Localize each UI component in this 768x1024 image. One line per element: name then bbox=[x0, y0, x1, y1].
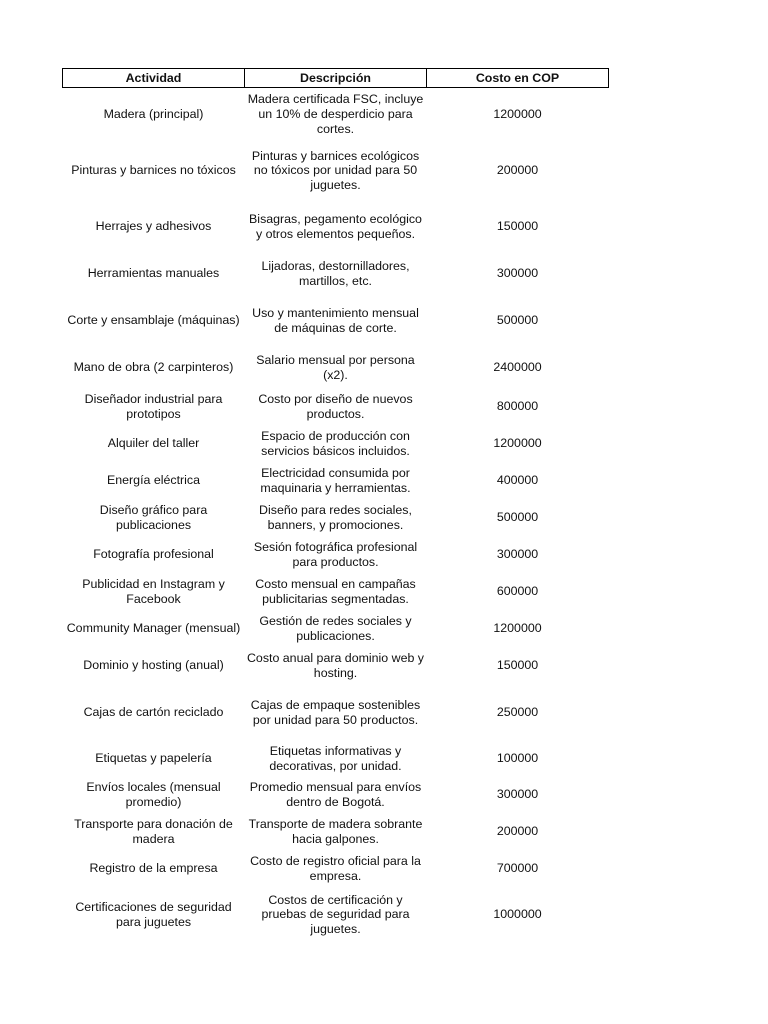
cell-costo: 300000 bbox=[496, 787, 539, 802]
cell-descripcion: Etiquetas informativas y decorativas, por unidad. bbox=[269, 743, 402, 773]
table-row bbox=[63, 741, 609, 777]
cell-actividad: Alquiler del taller bbox=[107, 436, 200, 451]
cell-descripcion: Pinturas y barnices ecológicos no tóxicos por unidad para 50 juguetes. bbox=[251, 148, 420, 192]
cell-costo: 1200000 bbox=[493, 436, 542, 451]
cell-actividad: Herramientas manuales bbox=[87, 266, 220, 281]
cell-costo: 600000 bbox=[496, 584, 539, 599]
cell-actividad: Fotografía profesional bbox=[93, 547, 214, 562]
cell-costo: 2400000 bbox=[493, 360, 542, 375]
cell-descripcion: Cajas de empaque sostenibles por unidad para 50 productos. bbox=[250, 697, 421, 727]
cell-costo: 1000000 bbox=[493, 907, 542, 922]
table-row bbox=[63, 389, 609, 425]
cost-table bbox=[62, 68, 609, 943]
table-row bbox=[63, 463, 609, 499]
cell-descripcion: Costo por diseño de nuevos productos. bbox=[258, 391, 413, 421]
cell-actividad: Herrajes y adhesivos bbox=[95, 219, 212, 234]
cell-costo: 700000 bbox=[496, 861, 539, 876]
table-row bbox=[63, 685, 609, 741]
table-row bbox=[63, 295, 609, 347]
cell-descripcion: Salario mensual por persona (x2). bbox=[256, 352, 415, 382]
cell-descripcion: Madera certificada FSC, incluye un 10% de desperdicio para cortes. bbox=[247, 92, 424, 136]
cell-actividad: Registro de la empresa bbox=[89, 861, 218, 876]
cell-actividad: Transporte para donación de madera bbox=[74, 816, 233, 846]
table-row bbox=[63, 611, 609, 647]
table-row bbox=[63, 253, 609, 295]
table-row bbox=[63, 813, 609, 851]
cell-actividad: Community Manager (mensual) bbox=[66, 621, 241, 636]
table-row bbox=[63, 537, 609, 573]
header-actividad: Actividad bbox=[63, 69, 245, 88]
cell-costo: 500000 bbox=[496, 510, 539, 525]
cell-actividad: Energía eléctrica bbox=[107, 473, 200, 488]
cell-descripcion: Uso y mantenimiento mensual de máquinas de corte. bbox=[252, 305, 419, 335]
cell-descripcion: Promedio mensual para envíos dentro de Bogotá. bbox=[249, 779, 422, 809]
table-row bbox=[63, 777, 609, 813]
cell-descripcion: Costo de registro oficial para la empresa. bbox=[250, 853, 421, 883]
cell-descripcion: Gestión de redes sociales y publicaciones. bbox=[259, 613, 412, 643]
cell-costo: 200000 bbox=[496, 824, 539, 839]
cell-costo: 800000 bbox=[496, 399, 539, 414]
cell-descripcion: Transporte de madera sobrante hacia galpones. bbox=[248, 816, 423, 846]
table-row bbox=[63, 851, 609, 887]
table-header bbox=[63, 69, 609, 88]
cell-descripcion: Costo mensual en campañas publicitarias segmentadas. bbox=[255, 576, 416, 606]
cell-actividad: Corte y ensamblaje (máquinas) bbox=[67, 313, 240, 328]
cell-actividad: Dominio y hosting (anual) bbox=[83, 658, 224, 673]
cell-costo: 1200000 bbox=[493, 621, 542, 636]
table-row bbox=[63, 499, 609, 537]
table-body bbox=[63, 88, 609, 943]
header-descripcion: Descripción bbox=[245, 69, 427, 88]
cell-costo: 100000 bbox=[496, 751, 539, 766]
cell-descripcion: Lijadoras, destornilladores, martillos, etc. bbox=[261, 258, 410, 288]
cell-actividad: Pinturas y barnices no tóxicos bbox=[71, 163, 236, 178]
cell-descripcion: Costos de certificación y pruebas de seguridad para juguetes. bbox=[261, 892, 410, 936]
cell-costo: 400000 bbox=[496, 473, 539, 488]
cell-descripcion: Diseño para redes sociales, banners, y promociones. bbox=[259, 502, 412, 532]
cell-costo: 250000 bbox=[496, 705, 539, 720]
table-row bbox=[63, 88, 609, 141]
cell-descripcion: Bisagras, pegamento ecológico y otros elementos pequeños. bbox=[249, 211, 422, 241]
cell-descripcion: Sesión fotográfica profesional para productos. bbox=[253, 539, 418, 569]
cell-descripcion: Costo anual para dominio web y hosting. bbox=[246, 650, 424, 680]
cell-actividad: Cajas de cartón reciclado bbox=[83, 705, 224, 720]
cell-costo: 500000 bbox=[496, 313, 539, 328]
cell-costo: 150000 bbox=[496, 658, 539, 673]
header-row bbox=[63, 69, 609, 88]
cell-actividad: Publicidad en Instagram y Facebook bbox=[82, 576, 225, 606]
cell-actividad: Madera (principal) bbox=[103, 106, 204, 121]
cell-actividad: Diseñador industrial para prototipos bbox=[84, 391, 223, 421]
cell-costo: 300000 bbox=[496, 266, 539, 281]
cell-actividad: Mano de obra (2 carpinteros) bbox=[73, 360, 234, 375]
cell-descripcion: Electricidad consumida por maquinaria y herramientas. bbox=[260, 465, 411, 495]
table-row bbox=[63, 647, 609, 685]
cell-costo: 150000 bbox=[496, 219, 539, 234]
table-row bbox=[63, 201, 609, 253]
table-row bbox=[63, 347, 609, 389]
cell-actividad: Certificaciones de seguridad para juguetes bbox=[75, 899, 232, 929]
cell-actividad: Etiquetas y papelería bbox=[95, 751, 212, 766]
table-row bbox=[63, 573, 609, 611]
cell-actividad: Envíos locales (mensual promedio) bbox=[86, 779, 221, 809]
header-costo: Costo en COP bbox=[427, 69, 609, 88]
cell-costo: 200000 bbox=[496, 163, 539, 178]
cell-costo: 300000 bbox=[496, 547, 539, 562]
table-row bbox=[63, 141, 609, 201]
cell-descripcion: Espacio de producción con servicios básicos incluidos. bbox=[261, 428, 410, 458]
table-row bbox=[63, 425, 609, 463]
cell-costo: 1200000 bbox=[493, 106, 542, 121]
cell-actividad: Diseño gráfico para publicaciones bbox=[99, 502, 208, 532]
table-row bbox=[63, 887, 609, 943]
